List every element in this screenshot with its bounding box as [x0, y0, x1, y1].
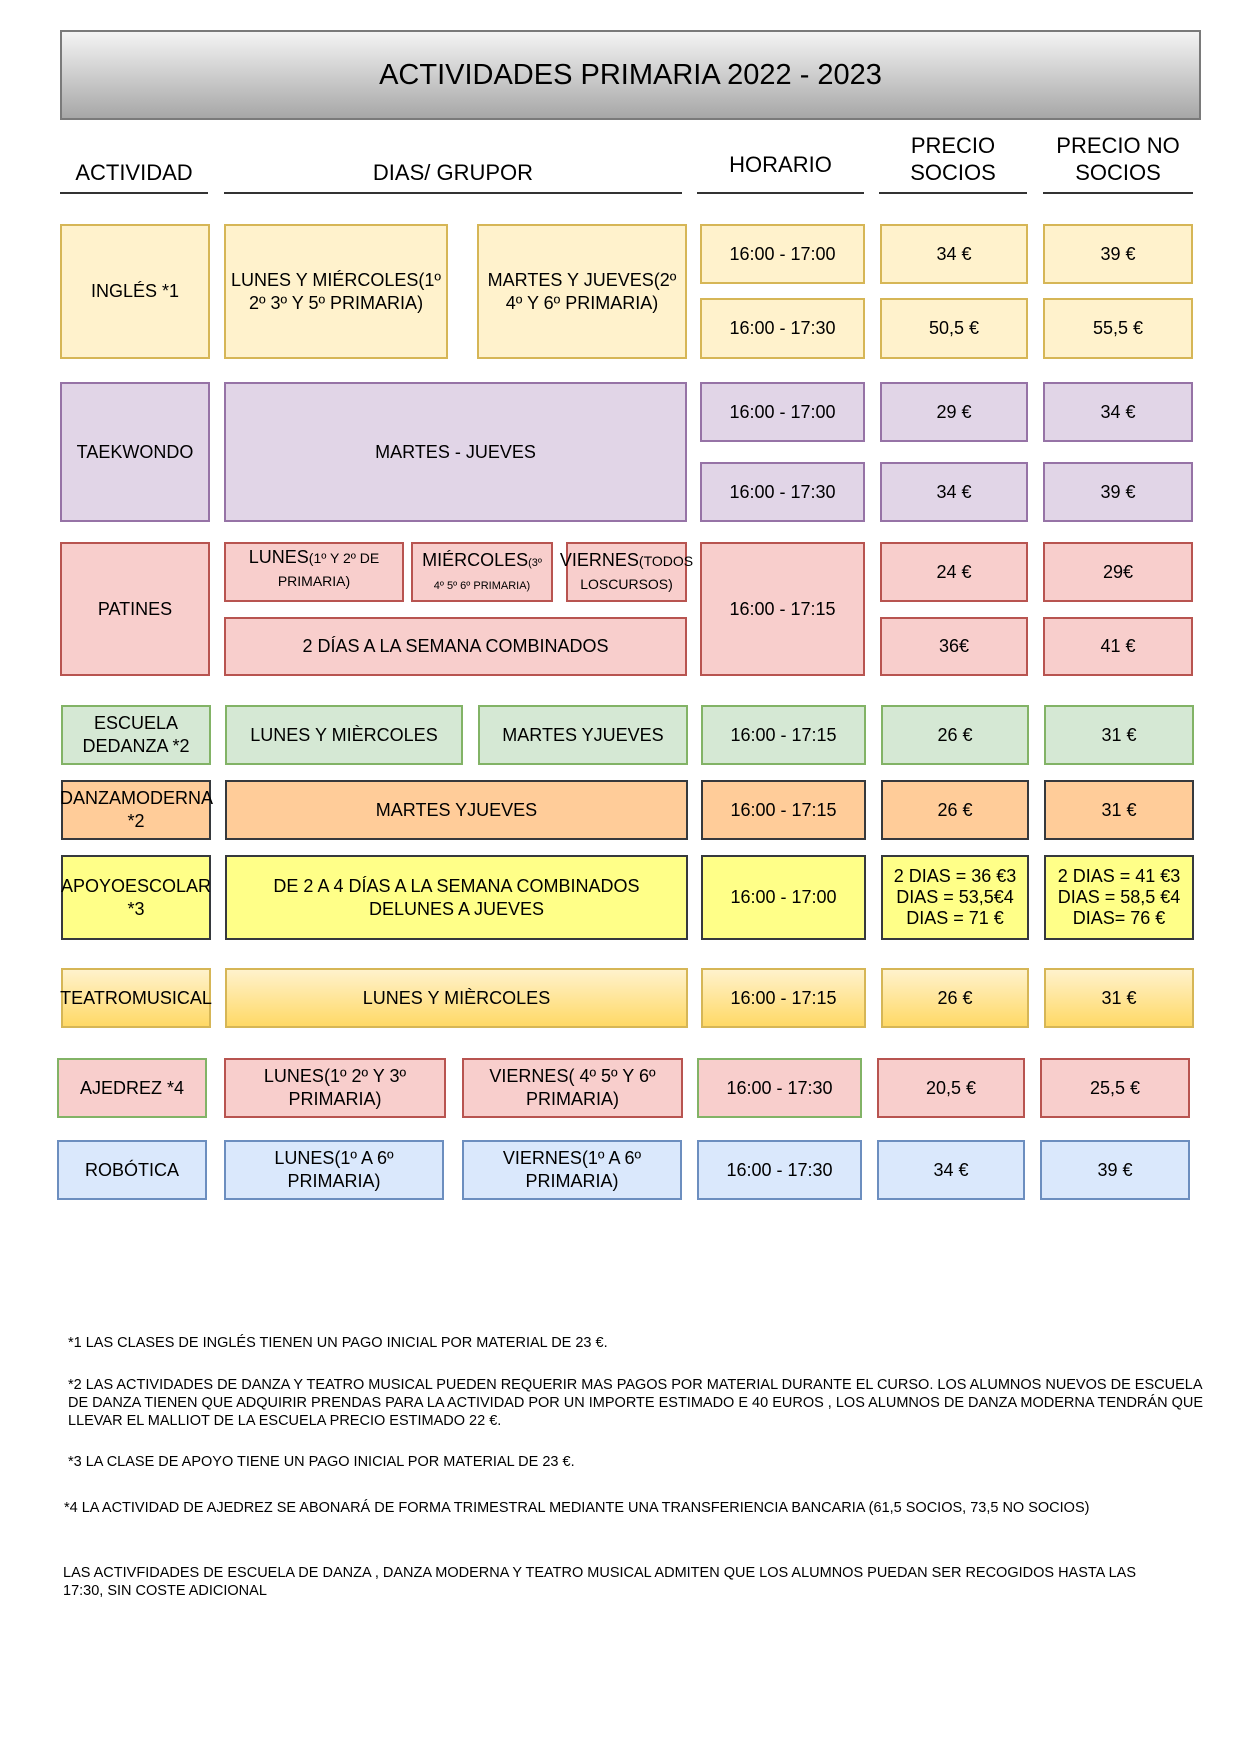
ajedrez-name-text: AJEDREZ *4	[79, 1077, 185, 1098]
robotica-group2-day: VIERNES	[502, 1148, 582, 1168]
teatro-name-line1: TEATRO	[60, 987, 132, 1008]
taekwondo-horario-1	[700, 382, 865, 442]
patines-no-socios-1-text: 29€	[1102, 561, 1134, 582]
apoyo-name	[61, 855, 211, 940]
apoyo-dias	[225, 855, 688, 940]
ingles-name	[60, 224, 210, 359]
note-danza: *2 LAS ACTIVIDADES DE DANZA Y TEATRO MUSICAL PUEDEN REQUERIR MAS PAGOS POR MATERIAL DURANTE EL CURSO. LOS ALUMNOS NUEVOS DE ESCUELA DE DANZA TIENEN QUE ADQUIRIR PRENDAS PARA LA ACTIVIDAD POR UN IMPORTE ESTIMADO E 40 EUROS , LOS ALUMNOS DE DANZA MODERNA TENDRÁN QUE LLEVAR EL MALLIOT DE LA ESCUELA PRECIO ESTIMADO 22 €.	[68, 1377, 1204, 1429]
apoyo-socios-3dias: 3 DIAS = 53,5€	[896, 866, 1017, 907]
header-precio-no-socios-line2: SOCIOS	[1075, 160, 1161, 185]
teatro-socios	[881, 968, 1029, 1028]
apoyo-socios	[881, 855, 1029, 940]
robotica-name	[57, 1140, 207, 1200]
ingles-group2-days: MARTES Y JUEVES	[487, 269, 654, 290]
taekwondo-horario-2	[700, 462, 865, 522]
escuela-danza-group2	[478, 705, 688, 765]
escuela-danza-group2-text: MARTES YJUEVES	[502, 724, 664, 745]
escuela-danza-group1-text: LUNES Y MIÈRCOLES	[250, 724, 438, 745]
patines-socios-1	[880, 542, 1028, 602]
note-apoyo: *3 LA CLASE DE APOYO TIENE UN PAGO INICIAL POR MATERIAL DE 23 €.	[68, 1454, 575, 1470]
robotica-no-socios	[1040, 1140, 1190, 1200]
apoyo-no-socios-2dias: 2 DIAS = 41 €	[1057, 866, 1171, 886]
header-precio-socios	[879, 126, 1027, 194]
taekwondo-no-socios-1	[1043, 382, 1193, 442]
robotica-horario	[697, 1140, 862, 1200]
robotica-group2	[462, 1140, 682, 1200]
ingles-horario-1	[700, 224, 865, 284]
ingles-socios-1-text: 34 €	[936, 243, 972, 264]
header-horario	[697, 140, 864, 194]
ajedrez-no-socios	[1040, 1058, 1190, 1118]
ingles-group2-courses: (2º 4º Y 6º PRIMARIA)	[505, 269, 677, 313]
patines-horario	[700, 542, 865, 676]
robotica-group1	[224, 1140, 444, 1200]
ajedrez-no-socios-text: 25,5 €	[1089, 1077, 1141, 1098]
ingles-no-socios-2	[1043, 298, 1193, 359]
danza-moderna-name-line1: DANZA	[59, 788, 121, 808]
danza-moderna-name-line2: MODERNA *2	[121, 788, 214, 831]
ingles-no-socios-1	[1043, 224, 1193, 284]
ingles-group2	[477, 224, 687, 359]
robotica-group1-day: LUNES	[274, 1148, 335, 1168]
ingles-socios-2	[880, 298, 1028, 359]
ajedrez-horario-text: 16:00 - 17:30	[726, 1077, 833, 1098]
robotica-name-text: ROBÓTICA	[84, 1159, 179, 1180]
robotica-no-socios-text: 39 €	[1097, 1159, 1133, 1180]
header-precio-socios-line2: SOCIOS	[910, 160, 996, 185]
apoyo-name-line1: APOYO	[60, 875, 125, 896]
page-title	[60, 30, 1201, 120]
patines-combinados-text: 2 DÍAS A LA SEMANA COMBINADOS	[302, 636, 609, 656]
apoyo-no-socios-3dias: 3 DIAS = 58,5 €	[1057, 866, 1181, 907]
apoyo-socios-4dias: 4 DIAS = 71 €	[906, 887, 1014, 928]
header-precio-no-socios-line1: PRECIO NO	[1056, 133, 1180, 158]
danza-moderna-dias-text: MARTES YJUEVES	[375, 799, 538, 820]
patines-no-socios-1	[1043, 542, 1193, 602]
patines-lunes-courses: (1º Y 2º DE PRIMARIA)	[277, 550, 380, 589]
taekwondo-name-text: TAEKWONDO	[76, 441, 194, 462]
patines-socios-1-text: 24 €	[936, 561, 972, 582]
ingles-group1-courses: (1º 2º 3º Y 5º PRIMARIA)	[248, 269, 441, 313]
ajedrez-group1-day: LUNES	[263, 1066, 324, 1086]
patines-miercoles-courses: (3º 4º 5º 6º PRIMARIA)	[433, 557, 542, 592]
apoyo-no-socios-4dias: 4 DIAS= 76 €	[1072, 887, 1181, 928]
taekwondo-horario-1-text: 16:00 - 17:00	[729, 401, 836, 422]
note-ajedrez: *4 LA ACTIVIDAD DE AJEDREZ SE ABONARÁ DE FORMA TRIMESTRAL MEDIANTE UNA TRANSFERIENCIA BANCARIA (61,5 SOCIOS, 73,5 NO SOCIOS)	[64, 1500, 1090, 1516]
patines-horario-text: 16:00 - 17:15	[729, 598, 836, 619]
patines-no-socios-2-text: 41 €	[1100, 636, 1136, 656]
ingles-horario-1-text: 16:00 - 17:00	[729, 243, 836, 264]
escuela-danza-socios	[881, 705, 1029, 765]
robotica-group2-courses: (1º A 6º PRIMARIA)	[525, 1148, 642, 1191]
patines-no-socios-2	[1043, 617, 1193, 676]
header-precio-no-socios	[1043, 126, 1193, 194]
taekwondo-dias-text: MARTES - JUEVES	[375, 441, 536, 462]
teatro-no-socios	[1044, 968, 1194, 1028]
taekwondo-horario-2-text: 16:00 - 17:30	[729, 481, 836, 502]
apoyo-socios-2dias: 2 DIAS = 36 €	[893, 866, 1007, 886]
ingles-name-text: INGLÉS *1	[90, 281, 180, 301]
note-ingles: *1 LAS CLASES DE INGLÉS TIENEN UN PAGO INICIAL POR MATERIAL DE 23 €.	[68, 1335, 608, 1351]
ajedrez-group2-day: VIERNES	[489, 1066, 569, 1086]
header-actividad	[60, 140, 208, 194]
danza-moderna-no-socios-text: 31 €	[1101, 799, 1137, 820]
danza-moderna-no-socios	[1044, 780, 1194, 840]
header-actividad-text: ACTIVIDAD	[75, 160, 193, 185]
header-horario-text: HORARIO	[729, 152, 832, 177]
danza-moderna-horario-text: 16:00 - 17:15	[730, 799, 837, 820]
ingles-no-socios-1-text: 39 €	[1100, 243, 1136, 264]
robotica-socios-text: 34 €	[933, 1159, 969, 1180]
header-dias-text: DIAS/ GRUPOR	[372, 160, 534, 185]
patines-socios-2	[880, 617, 1028, 676]
taekwondo-socios-1	[880, 382, 1028, 442]
ingles-group1	[224, 224, 448, 359]
robotica-socios	[877, 1140, 1025, 1200]
apoyo-dias-line2: LUNES A JUEVES	[393, 898, 545, 919]
teatro-horario-text: 16:00 - 17:15	[730, 987, 837, 1008]
patines-miercoles	[411, 542, 553, 602]
teatro-horario	[701, 968, 866, 1028]
ingles-no-socios-2-text: 55,5 €	[1092, 318, 1144, 338]
taekwondo-socios-1-text: 29 €	[936, 401, 972, 422]
escuela-danza-name-line2: DANZA *2	[107, 736, 190, 756]
robotica-horario-text: 16:00 - 17:30	[726, 1159, 833, 1180]
header-dias	[224, 140, 682, 194]
escuela-danza-group1	[225, 705, 463, 765]
escuela-danza-no-socios-text: 31 €	[1101, 724, 1137, 745]
apoyo-horario	[701, 855, 866, 940]
taekwondo-no-socios-2-text: 39 €	[1100, 481, 1136, 502]
ajedrez-socios	[877, 1058, 1025, 1118]
patines-viernes-courses-1: (TODOS LOS	[580, 553, 694, 592]
patines-lunes-label: LUNES	[248, 547, 309, 567]
patines-viernes-courses-2: CURSOS)	[608, 576, 673, 592]
ajedrez-name	[57, 1058, 207, 1118]
note-recogida: LAS ACTIVFIDADES DE ESCUELA DE DANZA , DANZA MODERNA Y TEATRO MUSICAL ADMITEN QUE LOS ALUMNOS PUEDAN SER RECOGIDOS HASTA LAS 17:30, SIN COSTE ADICIONAL	[63, 1565, 1136, 1599]
patines-viernes-label: VIERNES	[559, 550, 639, 570]
patines-combinados	[224, 617, 687, 676]
danza-moderna-socios-text: 26 €	[937, 799, 973, 820]
escuela-danza-socios-text: 26 €	[937, 724, 973, 745]
danza-moderna-horario	[701, 780, 866, 840]
danza-moderna-socios	[881, 780, 1029, 840]
taekwondo-dias	[224, 382, 687, 522]
escuela-danza-name-line1: ESCUELA DE	[82, 713, 179, 756]
danza-moderna-dias	[225, 780, 688, 840]
escuela-danza-horario	[701, 705, 866, 765]
taekwondo-name	[60, 382, 210, 522]
ingles-group1-days: LUNES Y MIÉRCOLES	[231, 269, 419, 290]
patines-name-text: PATINES	[97, 598, 173, 619]
taekwondo-no-socios-1-text: 34 €	[1100, 401, 1136, 422]
patines-miercoles-label: MIÉRCOLES	[422, 550, 529, 570]
escuela-danza-horario-text: 16:00 - 17:15	[730, 724, 837, 745]
patines-socios-2-text: 36€	[938, 636, 970, 656]
teatro-dias	[225, 968, 688, 1028]
teatro-socios-text: 26 €	[937, 987, 973, 1008]
taekwondo-socios-2	[880, 462, 1028, 522]
apoyo-no-socios	[1044, 855, 1194, 940]
danza-moderna-name	[59, 780, 214, 840]
teatro-name	[61, 968, 211, 1028]
apoyo-dias-line1: DE 2 A 4 DÍAS A LA SEMANA COMBINADOS DE	[273, 875, 640, 919]
ajedrez-horario	[697, 1058, 862, 1118]
ingles-socios-2-text: 50,5 €	[928, 318, 980, 338]
teatro-name-line2: MUSICAL	[131, 987, 212, 1008]
ajedrez-socios-text: 20,5 €	[925, 1077, 977, 1098]
teatro-dias-text: LUNES Y MIÈRCOLES	[362, 987, 551, 1008]
teatro-no-socios-text: 31 €	[1101, 987, 1137, 1008]
escuela-danza-name	[61, 705, 211, 765]
ajedrez-group2	[462, 1058, 683, 1118]
apoyo-horario-text: 16:00 - 17:00	[730, 887, 837, 907]
patines-name	[60, 542, 210, 676]
ingles-socios-1	[880, 224, 1028, 284]
ajedrez-group1	[224, 1058, 446, 1118]
ingles-horario-2	[700, 298, 865, 359]
taekwondo-no-socios-2	[1043, 462, 1193, 522]
ingles-horario-2-text: 16:00 - 17:30	[729, 318, 836, 338]
apoyo-name-line2: ESCOLAR *3	[125, 875, 212, 919]
ajedrez-group1-courses: (1º 2º Y 3º PRIMARIA)	[288, 1066, 407, 1109]
patines-lunes	[224, 542, 404, 602]
ajedrez-group2-courses: ( 4º 5º Y 6º PRIMARIA)	[525, 1066, 656, 1109]
taekwondo-socios-2-text: 34 €	[936, 481, 972, 502]
patines-viernes	[559, 542, 694, 602]
page-title-text: ACTIVIDADES PRIMARIA 2022 - 2023	[379, 58, 882, 91]
header-precio-socios-line1: PRECIO	[910, 133, 996, 158]
robotica-group1-courses: (1º A 6º PRIMARIA)	[287, 1148, 394, 1191]
escuela-danza-no-socios	[1044, 705, 1194, 765]
